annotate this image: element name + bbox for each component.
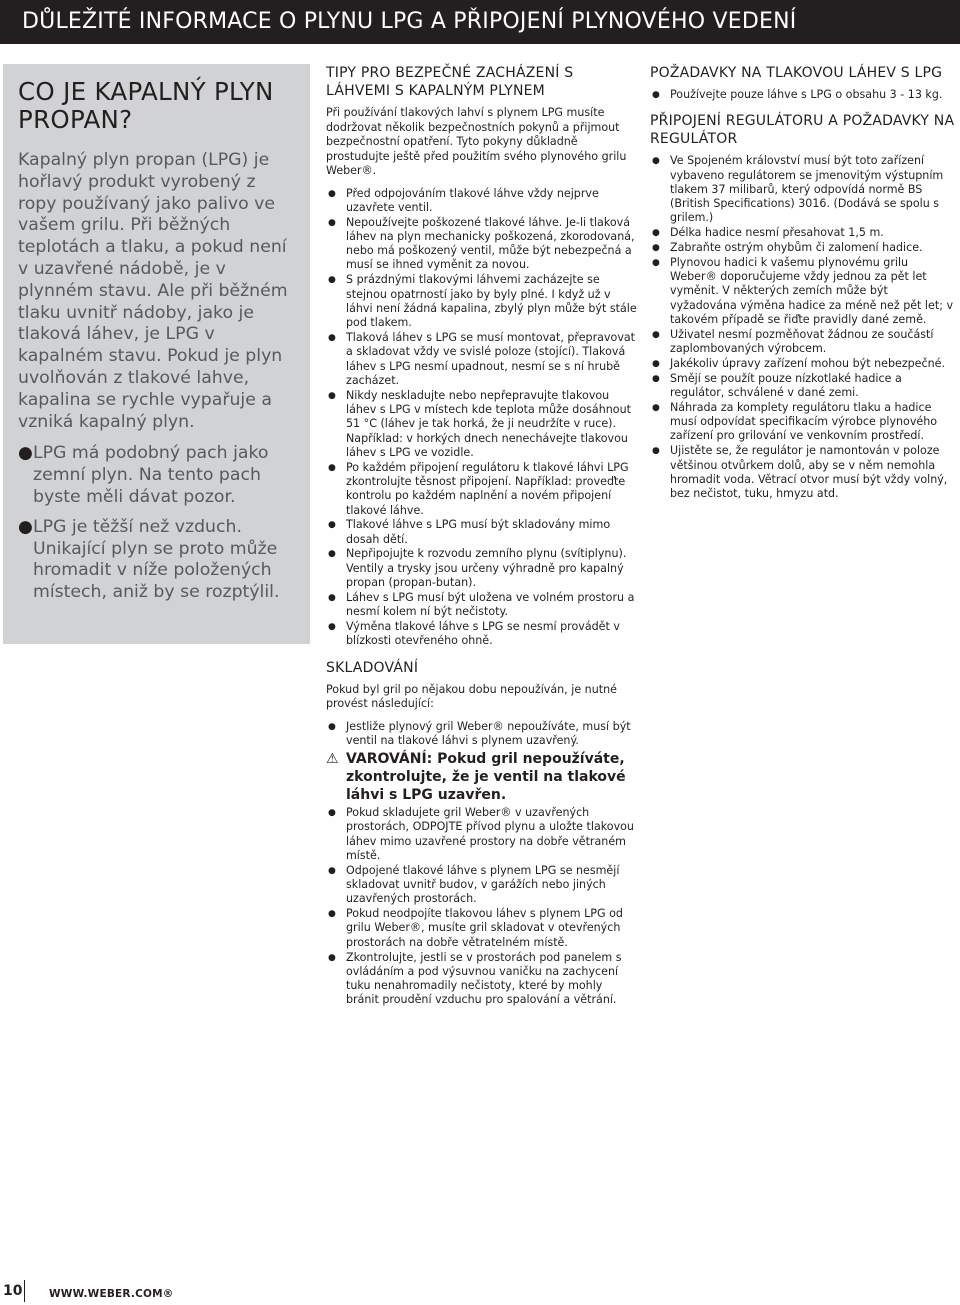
bullet-icon: ● xyxy=(328,592,336,603)
requirements-heading: POŽADAVKY NA TLAKOVOU LÁHEV S LPG xyxy=(650,65,943,81)
list-item: ● Zabraňte ostrým ohybům či zalomení hadice. xyxy=(652,241,923,255)
bullet-icon: ● xyxy=(328,808,336,819)
bullet-icon: ● xyxy=(652,402,660,413)
tips-list xyxy=(326,187,638,649)
list-item: ● Výměna tlakové láhve s LPG se nesmí provádět v blízkosti otevřeného ohně. xyxy=(328,619,620,648)
bullet-icon: ● xyxy=(328,332,336,343)
bullet-icon: ● xyxy=(18,443,33,464)
list-item: ● Před odpojováním tlakové láhve vždy nejprve uzavřete ventil. xyxy=(328,186,599,214)
bullet-icon: ● xyxy=(652,257,660,268)
list-item: ● Tlakové láhve s LPG musí být skladovány mimo dosah dětí. xyxy=(328,518,611,546)
footer-divider xyxy=(24,1280,25,1302)
page-header xyxy=(0,0,960,44)
list-item: ● Nepřipojujte k rozvodu zemního plynu (svítiplynu). Ventily a trysky jsou určeny výhradně pro kapalný propan (propan-butan). xyxy=(328,547,627,590)
bullet-icon: ● xyxy=(652,329,660,340)
list-item: ● Nikdy neskladujte nebo nepřepravujte tlakovou láhev s LPG v místech kde teplota může dosáhnout 51 °C (láhev je tak horká, že ji neudržíte v ruce). Například: v horkých dnech nenechávejte tlakovou láhev s LPG ve vozidle. xyxy=(328,388,631,459)
bullet-icon: ● xyxy=(328,909,336,920)
storage-list-after xyxy=(326,806,638,1008)
requirements-column xyxy=(650,64,956,511)
list-item: ● Láhev s LPG musí být uložena ve volném prostoru a nesmí kolem ní být nečistoty. xyxy=(328,590,635,619)
bullet-icon: ● xyxy=(328,721,336,732)
bullet-icon: ● xyxy=(652,156,660,167)
page-number: 10 xyxy=(3,1283,23,1299)
regulator-heading: PŘIPOJENÍ REGULÁTORU A POŽADAVKY NA REGULÁTOR xyxy=(650,113,955,148)
bullet-icon: ● xyxy=(328,520,336,531)
bullet-icon: ● xyxy=(652,446,660,457)
sidebar-bullet-list xyxy=(18,443,298,604)
bullet-icon: ● xyxy=(652,243,660,254)
list-item: ● LPG má podobný pach jako zemní plyn. Na tento pach byste měli dávat pozor. xyxy=(18,443,269,507)
requirements-list xyxy=(650,88,956,102)
list-item: ● S prázdnými tlakovými láhvemi zacházejte se stejnou opatrností jako by byly plné. I když už v láhvi není žádná kapalina, zbylý plyn může být stále pod tlakem. xyxy=(328,273,637,330)
footer-url: WWW.WEBER.COM® xyxy=(49,1288,174,1300)
tips-column xyxy=(326,64,638,1018)
list-item: ● Pokud neodpojíte tlakovou láhev s plynem LPG od grilu Weber®, musíte gril skladovat v otevřených prostorách na dobře větratelném místě. xyxy=(328,907,623,949)
list-item: ● Odpojené tlakové láhve s plynem LPG se nesmějí skladovat uvnitř budov, v garážích nebo jiných uzavřených prostorách. xyxy=(328,863,620,906)
tips-heading: TIPY PRO BEZPEČNÉ ZACHÁZENÍ S LÁHVEMI S KAPALNÝM PLYNEM xyxy=(326,65,574,99)
list-item: ● Ve Spojeném království musí být toto zařízení vybaveno regulátorem se jmenovitým výstupním tlakem 37 milibarů, který odpovídá normě BS (British Specifications) 3016. (Dodává se spolu s grilem.) xyxy=(652,154,944,225)
list-item: ● Smějí se použít pouze nízkotlaké hadice a regulátor, schválené v dané zemi. xyxy=(652,371,902,400)
sidebar-heading: CO JE KAPALNÝ PLYN PROPAN? xyxy=(18,77,274,134)
bullet-icon: ● xyxy=(652,228,660,239)
bullet-icon: ● xyxy=(328,390,336,401)
list-item: ● Pokud skladujete gril Weber® v uzavřených prostorách, ODPOJTE přívod plynu a uložte tlakovou láhev mimo uzavřené prostory na dobře větraném místě. xyxy=(328,806,634,862)
list-item: ● LPG je těžší než vzduch. Unikající plyn se proto může hromadit v níže položených místech, aniž by se rozptýlil. xyxy=(18,516,280,603)
list-item: ● Ujistěte se, že regulátor je namontován v poloze většinou otvůrkem dolů, aby se v něm nemohla hromadit voda. Větrací otvor musí být vždy volný, bez nečistot, tuku, hmyzu atd. xyxy=(652,444,948,501)
list-item: ● Délka hadice nesmí přesahovat 1,5 m. xyxy=(652,226,884,240)
regulator-list xyxy=(650,154,956,501)
bullet-icon: ● xyxy=(328,462,336,473)
list-item: ● Jakékoliv úpravy zařízení mohou být nebezpečné. xyxy=(652,356,945,370)
storage-intro: Pokud byl gril po nějakou dobu nepoužíván, je nutné provést následující: xyxy=(326,682,617,710)
tips-intro: Při používání tlakových lahví s plynem LPG musíte dodržovat několik bezpečnostních pokynů a přijmout bezpečnostní opatření. Tyto pokyny důkladně prostudujte ještě před použitím svého plynového grilu Weber®. xyxy=(326,106,627,177)
list-item: ● Uživatel nesmí pozměňovat žádnou ze součástí zaplombovaných výrobcem. xyxy=(652,327,934,356)
lpg-info-sidebar xyxy=(3,64,310,644)
bullet-icon: ● xyxy=(328,275,336,286)
list-item: ● Jestliže plynový gril Weber® nepoužíváte, musí být ventil na tlakové láhvi s plynem uzavřený. xyxy=(328,719,631,747)
warning-icon: ⚠ xyxy=(326,751,339,768)
bullet-icon: ● xyxy=(328,549,336,560)
list-item: ● Náhrada za komplety regulátoru tlaku a hadice musí odpovídat specifikacím výrobce plynového zařízení pro grilování ve venkovním prostředí. xyxy=(652,400,938,443)
list-item: ● Používejte pouze láhve s LPG o obsahu 3 - 13 kg. xyxy=(652,88,943,101)
bullet-icon: ● xyxy=(652,90,660,100)
list-item: ● Po každém připojení regulátoru k tlakové láhvi LPG zkontrolujte těsnost připojení. Například: proveďte kontrolu po každém naplnění a novém připojení tlakové láhve. xyxy=(328,460,629,517)
bullet-icon: ● xyxy=(18,516,33,537)
bullet-icon: ● xyxy=(328,217,336,228)
bullet-icon: ● xyxy=(652,373,660,384)
bullet-icon: ● xyxy=(652,358,660,369)
bullet-icon: ● xyxy=(328,952,336,963)
list-item: ● Zkontrolujte, jestli se v prostorách pod panelem s ovládáním a pod výsuvnou vaničku na zachycení tuku nenahromadily nečistoty, které by mohly bránit proudění vzduchu pro spalování a větrání. xyxy=(328,950,622,1007)
list-item: ● Tlaková láhev s LPG se musí montovat, přepravovat a skladovat vždy ve svislé poloze (stojící). Tlaková láhev s LPG nesmí upadnout, nesmí se s ní hrubě zacházet. xyxy=(328,330,636,387)
storage-warning: ⚠ VAROVÁNÍ: Pokud gril nepoužíváte, zkontrolujte, že je ventil na tlakové láhvi s LPG uzavřen. xyxy=(326,751,626,804)
bullet-icon: ● xyxy=(328,621,336,632)
list-item: ● Plynovou hadici k vašemu plynovému grilu Weber® doporučujeme vždy jednou za pět let vyměnit. V některých zemích může být vyžadována výměna hadice za méně než pět let; v takovém případě se řiďte pravidly dané země. xyxy=(652,255,954,327)
bullet-icon: ● xyxy=(328,865,336,876)
bullet-icon: ● xyxy=(328,188,336,199)
storage-list-before xyxy=(326,720,638,749)
storage-heading: SKLADOVÁNÍ xyxy=(326,659,419,676)
sidebar-intro: Kapalný plyn propan (LPG) je hořlavý produkt vyrobený z ropy používaný jako palivo ve vašem grilu. Při běžných teplotách a tlaku, a pokud není v uzavřené nádobě, je v plynném stavu. Ale při běžném tlaku uvnitř nádoby, jako je tlaková láhev, je LPG v kapalném stavu. Pokud je plyn uvolňován z tlakové lahve, kapalina se rychle vypařuje a vzniká kapalný plyn. xyxy=(18,150,288,432)
page-title: DŮLEŽITÉ INFORMACE O PLYNU LPG A PŘIPOJENÍ PLYNOVÉHO VEDENÍ xyxy=(22,9,797,34)
list-item: ● Nepoužívejte poškozené tlakové láhve. Je-li tlaková láhev na plyn mechanicky poškozená, zkorodovaná, nebo má poškozený ventil, může být nebezpečná a musí se ihned vyměnit za novou. xyxy=(328,215,635,272)
